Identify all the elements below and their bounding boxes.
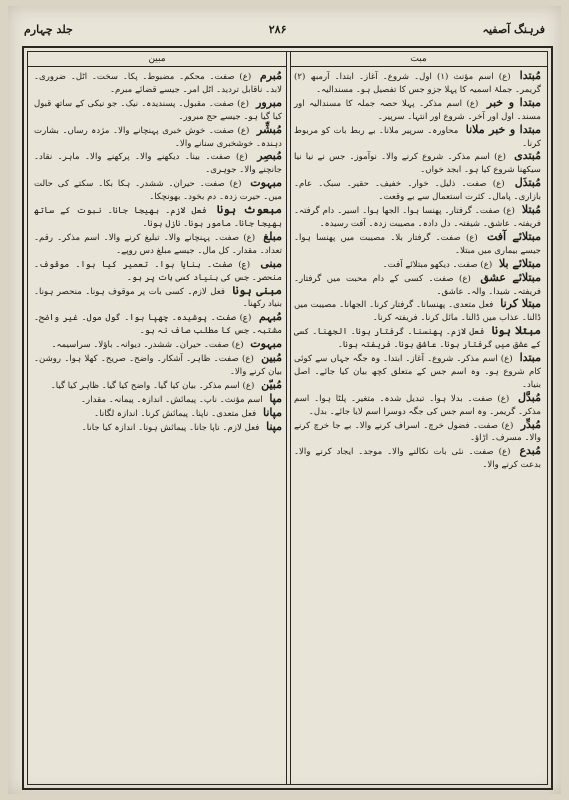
entry-definition: (ع) صفت۔ ذلیل۔ خوار۔ خفیف۔ حقیر۔ سبک۔ عام۔ بازاری۔ پامال۔ کثرت استعمال سے بے وقعت۔ bbox=[294, 179, 541, 203]
left-column bbox=[28, 52, 286, 784]
entry-headword: مبتلا کرنا bbox=[500, 297, 541, 311]
entry-definition: (ع) صفت۔ بدلا ہوا۔ تبدیل شدہ۔ متغیر۔ پلٹا ہوا۔ اسم مذکر۔ گریمر۔ وہ اسم جس کی جگہ دوسرا اسم لایا جائے۔ بدل۔ bbox=[294, 393, 541, 417]
entry-definition: (ع) صفت۔ خوش خبری پہنچانے والا۔ مژدہ رساں۔ بشارت دہندہ۔ خوشخبری سنانے والا۔ bbox=[34, 125, 282, 149]
left-entry-list bbox=[34, 70, 282, 434]
entry-definition: فعل لازم۔ ناپا جانا۔ پیمائش ہونا۔ اندازہ کیا جانا۔ bbox=[81, 422, 260, 433]
entry-headword: مُبشِّر bbox=[256, 122, 283, 136]
entry-headword: مبتلائے آفت bbox=[486, 229, 542, 243]
dictionary-entry bbox=[34, 70, 282, 97]
entry-definition: (ع) صفت۔ گرفتار۔ پھنسا ہوا۔ الجھا ہوا۔ اسیر۔ دام گرفتہ۔ فریفتہ۔ عاشق۔ شیفتہ۔ دل دادہ۔ مصیبت زدہ۔ آفت رسیدہ۔ bbox=[294, 206, 541, 229]
entry-definition: (ع) صفت۔ پوشیدہ۔ چھپا ہوا۔ گول مول۔ غیر واضح۔ مشتبہ۔ جس کا مطلب صاف نہ ہو۔ bbox=[34, 313, 282, 337]
dictionary-entry bbox=[34, 177, 282, 204]
dictionary-entry bbox=[294, 298, 541, 325]
dictionary-entry bbox=[294, 177, 541, 204]
entry-definition: (ع) صفت۔ ظاہر۔ آشکار۔ واضح۔ صریح۔ کھلا ہوا۔ روشن۔ بیان کرنے والا۔ bbox=[34, 354, 282, 377]
dictionary-entry bbox=[294, 97, 541, 124]
dictionary-entry bbox=[34, 421, 282, 435]
entry-definition: (ع) صفت۔ پہنچانے والا۔ تبلیغ کرنے والا۔ اسم مذکر۔ رقم۔ تعداد۔ مقدار۔ کل مال۔ جیسے مبلغ دس روپے۔ bbox=[34, 232, 282, 256]
dictionary-entry bbox=[34, 285, 282, 312]
left-column-head: مبین bbox=[28, 52, 286, 67]
entry-headword: مُبصِر bbox=[257, 149, 283, 163]
dictionary-entry bbox=[34, 379, 282, 393]
right-column bbox=[290, 52, 547, 784]
entry-definition: (ع) صفت۔ نئی بات نکالنے والا۔ موجد۔ ایجاد کرنے والا۔ بدعت کرنے والا۔ bbox=[294, 447, 541, 471]
dictionary-entry bbox=[294, 124, 541, 151]
dictionary-entry bbox=[294, 392, 541, 419]
entry-definition: (ع) صفت۔ بینا۔ دیکھنے والا۔ پرکھنے والا۔ ماہر۔ نقاد۔ جانچنے والا۔ جوہری۔ bbox=[34, 152, 282, 176]
dictionary-page bbox=[8, 6, 561, 794]
entry-definition: فعل متعدی۔ پھنسانا۔ گرفتار کرنا۔ الجھانا۔ مصیبت میں ڈالنا۔ عذاب میں ڈالنا۔ مائل کرنا۔ فریفتہ کرنا۔ bbox=[294, 300, 541, 324]
text-frame-inner bbox=[27, 51, 548, 785]
dictionary-entry bbox=[34, 352, 282, 379]
dictionary-entry bbox=[294, 204, 541, 231]
page-header bbox=[24, 16, 545, 42]
entry-headword: مپانا bbox=[263, 405, 282, 419]
dictionary-entry bbox=[294, 150, 541, 177]
dictionary-entry bbox=[34, 97, 282, 124]
book-title: فرہنگ آصفیہ bbox=[482, 22, 545, 36]
entry-definition: (ع) صفت۔ گرفتار بلا۔ مصیبت میں پھنسا ہوا۔ جیسے بیماری میں مبتلا۔ bbox=[294, 232, 541, 256]
entry-headword: مبتلا ہونا bbox=[491, 324, 541, 338]
dictionary-entry bbox=[34, 393, 282, 407]
right-column-head: مبت bbox=[290, 52, 547, 67]
dictionary-entry bbox=[294, 272, 541, 299]
entry-headword: مبتدا bbox=[519, 351, 541, 365]
entry-definition: فعل لازم۔ کسی بات پر موقوف ہونا۔ منحصر ہونا۔ بنیاد رکھنا۔ bbox=[34, 286, 282, 310]
entry-headword: مُبہم bbox=[259, 310, 282, 324]
dictionary-entry bbox=[294, 325, 541, 352]
column-divider bbox=[286, 52, 291, 784]
dictionary-entry bbox=[294, 352, 541, 392]
dictionary-entry bbox=[34, 124, 282, 151]
entry-definition: (ع) اسم مذکر۔ شروع کرنے والا۔ نوآموز۔ جس نے نیا نیا سیکھنا شروع کیا ہو۔ ابجد خواں۔ bbox=[294, 152, 541, 176]
entry-headword: مبلغ bbox=[263, 229, 282, 243]
entry-headword: مبتدا و خبر ملانا bbox=[465, 122, 542, 136]
dictionary-entry bbox=[34, 150, 282, 177]
entry-definition: اسم مؤنث۔ ناپ۔ پیمائش۔ اندازہ۔ پیمانہ۔ مقدار۔ bbox=[81, 394, 263, 405]
dictionary-entry bbox=[294, 70, 541, 97]
entry-headword: مُبتدا bbox=[519, 69, 542, 82]
entry-definition: (ع) صفت۔ حیران۔ ششدر۔ دیوانہ۔ باؤلا۔ سراسیمہ۔ bbox=[51, 340, 244, 351]
dictionary-entry bbox=[34, 231, 282, 258]
dictionary-entry bbox=[294, 231, 541, 258]
entry-definition: (ع) صفت۔ مقبول۔ پسندیدہ۔ نیک۔ جو نیکی کے ساتھ قبول کیا گیا ہو۔ جیسے حج مبرور۔ bbox=[34, 98, 282, 122]
dictionary-entry bbox=[34, 407, 282, 421]
entry-headword: مُبدِّر bbox=[520, 417, 541, 431]
entry-headword: مُبدَّل bbox=[518, 390, 541, 404]
entry-headword: مبنی bbox=[260, 256, 283, 270]
entry-headword: مبنی ہونا bbox=[232, 283, 283, 297]
entry-headword: مُبدع bbox=[519, 444, 541, 458]
entry-definition: فعل لازم۔ پھنسنا۔ گرفتار ہونا۔ الجھنا۔ کسی کے عشق میں گرفتار ہونا۔ عاشق ہونا۔ فریفتہ ہونا۔ bbox=[294, 327, 541, 351]
entry-headword: مُبیّن bbox=[261, 377, 282, 391]
entry-definition: (ع) صفت۔ فضول خرچ۔ اسراف کرنے والا۔ بے جا خرچ کرنے والا۔ مسرف۔ اڑاؤ۔ bbox=[294, 420, 541, 444]
entry-definition: محاورہ۔ سرپیر ملانا۔ بے ربط بات کو مربوط کرنا۔ bbox=[294, 125, 541, 149]
entry-definition: (ع) اسم مذکر۔ بیان کیا گیا۔ واضح کیا گیا۔ ظاہر کیا گیا۔ bbox=[50, 380, 255, 391]
entry-headword: مبرور bbox=[256, 95, 282, 109]
entry-definition: فعل لازم۔ بھیجا جانا۔ نبوت کے ساتھ بھیجا جانا۔ مامور ہونا۔ نازل ہونا۔ bbox=[34, 206, 282, 229]
entry-headword: مپنا bbox=[266, 419, 282, 433]
entry-headword: مُبرم bbox=[259, 69, 283, 82]
dictionary-entry bbox=[294, 258, 541, 272]
entry-headword: مُبتلا bbox=[521, 203, 542, 217]
dictionary-entry bbox=[34, 338, 282, 352]
entry-definition: (ع) اسم مذکر۔ شروع۔ آغاز۔ ابتدا۔ وہ جگہ جہاں سے کوئی کام شروع ہو۔ وہ اسم جس کے متعلق کچھ بیان کیا جائے۔ اصل بنیاد۔ bbox=[294, 354, 541, 390]
entry-headword: مپا bbox=[269, 391, 282, 405]
entry-definition: (ع) صفت۔ کسی کے دام محبت میں گرفتار۔ فریفتہ۔ شیدا۔ والہ۔ عاشق۔ bbox=[294, 273, 541, 297]
entry-headword: مبہوت bbox=[250, 337, 282, 351]
entry-headword: مُبتدی bbox=[514, 149, 541, 163]
entry-definition: (ع) صفت۔ بنایا ہوا۔ تعمیر کیا ہوا۔ موقوف۔ منحصر۔ جس کی بنیاد کسی بات پر ہو۔ bbox=[34, 259, 282, 283]
entry-headword: مبتلائے عشق bbox=[480, 270, 542, 284]
dictionary-entry bbox=[34, 258, 282, 285]
entry-definition: (ع) صفت۔ حیران۔ ششدر۔ ہکا بکا۔ سکتے کی حالت میں۔ حیرت زدہ۔ دم بخود۔ بھونچکا۔ bbox=[34, 179, 282, 203]
entry-definition: (ع) اسم مذکر۔ پہلا حصہ جملہ کا مسندالیہ اور مسند۔ اول اور آخر۔ شروع اور انتہا۔ سرپیر۔ bbox=[294, 98, 541, 122]
dictionary-entry bbox=[294, 445, 541, 472]
dictionary-entry bbox=[294, 419, 541, 446]
entry-headword: مبعوث ہونا bbox=[216, 203, 283, 217]
right-entry-list bbox=[294, 70, 541, 472]
entry-headword: مبتلائے بلا bbox=[498, 256, 541, 270]
dictionary-entry bbox=[34, 204, 282, 231]
entry-definition: (ع) صفت۔ دیکھو مبتلائے آفت۔ bbox=[382, 259, 493, 270]
entry-headword: مبہوت bbox=[250, 176, 282, 190]
entry-definition: (ع) اسم مؤنث (١) اول۔ شروع۔ آغاز۔ ابتدا۔ آرمبھ (٢) گریمر۔ جملۂ اسمیہ کا پہلا جزو جس کا تفصیل ہو۔ مسندالیہ۔ bbox=[294, 72, 541, 95]
entry-headword: مُبین bbox=[261, 351, 282, 365]
entry-definition: فعل متعدی۔ ناپنا۔ پیمائش کرنا۔ اندازہ لگانا۔ bbox=[94, 408, 257, 419]
text-frame bbox=[22, 46, 553, 790]
entry-definition: (ع) صفت۔ محکم۔ مضبوط۔ پکا۔ سخت۔ اٹل۔ ضروری۔ لابد۔ ناقابل تردید۔ اٹل امر۔ جیسے قضائے مبرم۔ bbox=[34, 72, 282, 95]
page-number: ۲۸۶ bbox=[268, 22, 287, 36]
entry-headword: مبتدا و خبر bbox=[486, 95, 542, 109]
volume-label: جلد چہارم bbox=[24, 22, 73, 36]
entry-headword: مُبتذَل bbox=[514, 176, 541, 190]
dictionary-entry bbox=[34, 311, 282, 338]
